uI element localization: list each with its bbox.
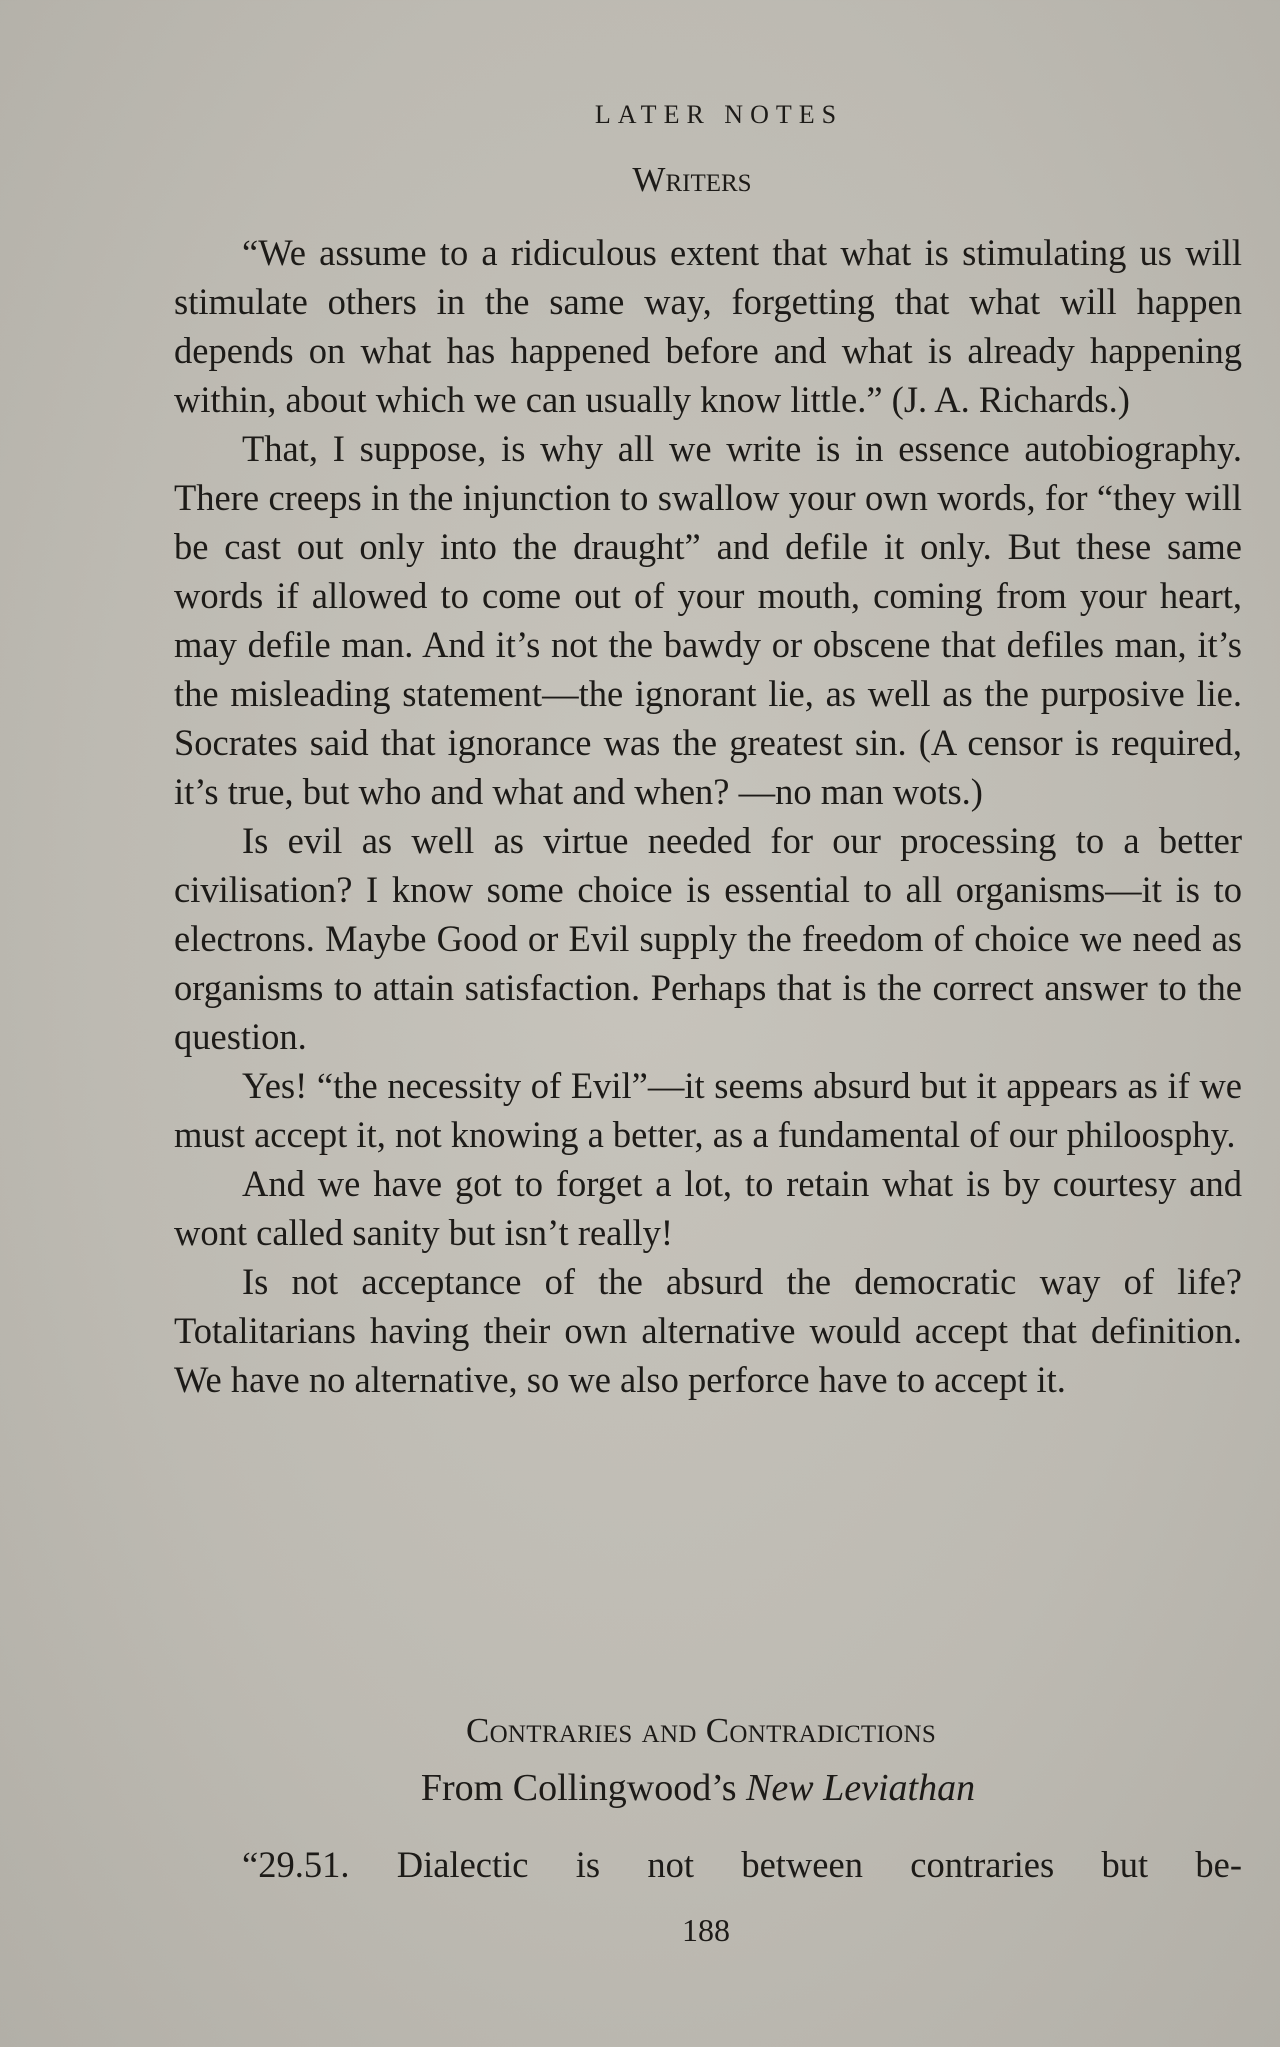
paragraph-5: And we have got to forget a lot, to retain what is by courtesy and wont called sanity but isn’t really! bbox=[174, 1163, 1242, 1253]
contraries-first-line: “29.51. Dialectic is not between contraries but be- bbox=[242, 1844, 1242, 1885]
writers-body bbox=[174, 228, 1242, 1404]
paragraph-4: Yes! “the necessity of Evil”—it seems absurd but it appears as if we must accept it, not knowing a better, as a fundamental of our philoosphy. bbox=[174, 1065, 1242, 1155]
paragraph-3: Is evil as well as virtue needed for our processing to a better civilisation? I know some choice is essential to all organisms—it is to electrons. Maybe Good or Evil supply the freedom of choice we need as organisms to attain satisfaction. Perhaps that is the correct answer to the question. bbox=[174, 820, 1242, 1057]
section-title-writers: Writers bbox=[632, 160, 752, 199]
section-subtitle bbox=[0, 1766, 1280, 1810]
running-head: LATER NOTES bbox=[594, 100, 844, 129]
page-number: 188 bbox=[682, 1912, 730, 1948]
paragraph-6: Is not acceptance of the absurd the democratic way of life? Totalitarians having their own alternative would accept that definition. We have no alternative, so we also perforce have to accept it. bbox=[174, 1261, 1242, 1400]
subtitle-prefix: From Collingwood’s bbox=[420, 1767, 747, 1809]
section-title-contraries: Contraries and Contradictions bbox=[465, 1711, 937, 1750]
subtitle-work-title: New Leviathan bbox=[746, 1767, 976, 1809]
paragraph-2: That, I suppose, is why all we write is in essence autobiography. There creeps in the injunction to swallow your own words, for “they will be cast out only into the draught” and defile it only. But these same words if allowed to come out of your mouth, coming from your heart, may defile man. And it’s not the bawdy or obscene that defiles man, it’s the misleading statement—the ignorant lie, as well as the purposive lie. Socrates said that ignorance was the greatest sin. (A censor is required, it’s true, but who and what and when? —no man wots.) bbox=[174, 428, 1242, 812]
paragraph-1: “We assume to a ridiculous extent that what is stimulating us will stimulate others in the same way, forgetting that what will happen depends on what has happened before and what is already happening within, about which we can usually know little.” (J. A. Richards.) bbox=[174, 232, 1242, 420]
